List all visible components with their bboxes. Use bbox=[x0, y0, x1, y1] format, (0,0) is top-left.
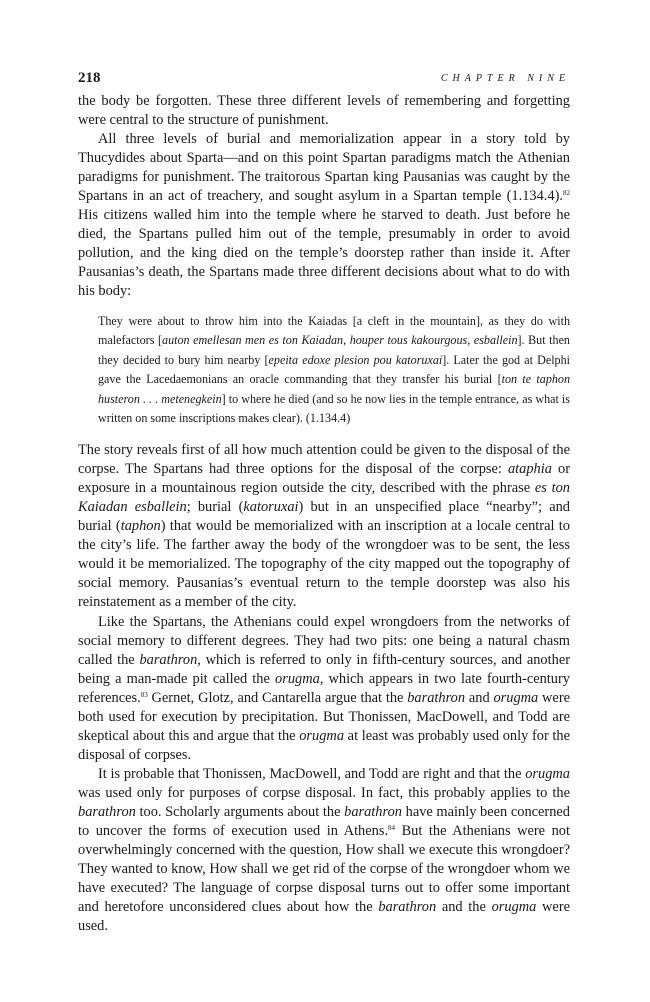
text-run: But the Athenians were not overwhelmingly concerned with the question, How shall we execute this wrongdoer? They wanted to know, How shall we get rid of the corpse of the wrongdoer whom we have executed? The language of corpse disposal turns out to offer some important and heretofore unconsidered clues about how the bbox=[78, 823, 570, 916]
text-run: They were about to throw him into the Kaiadas [a cleft in the mountain], as they do with malefactors [ bbox=[98, 313, 570, 348]
body-paragraph bbox=[78, 130, 570, 301]
text-run: and the bbox=[436, 899, 492, 916]
text-run: ) but in an unspecified place “nearby”; and burial ( bbox=[78, 499, 570, 535]
block-quote bbox=[78, 312, 570, 430]
body-paragraph bbox=[78, 765, 570, 936]
body-paragraph bbox=[78, 441, 570, 612]
italic-term: taphon bbox=[120, 518, 161, 535]
text-run: and bbox=[465, 689, 494, 706]
text-run: the body be forgotten. These three different levels of remembering and forgetting were central to the structure of punishment. bbox=[78, 93, 570, 129]
italic-term: orugma bbox=[299, 727, 345, 744]
text-run: The story reveals first of all how much attention could be given to the disposal of the corpse. The Spartans had three options for the disposal of the corpse: bbox=[78, 442, 570, 478]
text-run: It is probable that Thonissen, MacDowell, and Todd are right and that the bbox=[98, 765, 526, 782]
italic-term: barathron bbox=[78, 803, 136, 820]
text-run: ; burial ( bbox=[186, 499, 244, 516]
text-run: were used. bbox=[78, 899, 571, 935]
text-run: were both used for execution by precipitation. But Thonissen, MacDowell, and Todd are skeptical about this and argue that the bbox=[78, 689, 570, 744]
text-run: Gernet, Glotz, and Cantarella argue that the bbox=[147, 689, 408, 706]
italic-term: orugma bbox=[493, 689, 539, 706]
italic-term: orugma bbox=[491, 899, 537, 916]
text-run: All three levels of burial and memorialization appear in a story told by Thucydides about Sparta—and on this point Spartan paradigms match the Athenian paradigms for punishment. The traitorous Spartan king Pausanias was caught by the Spartans in an act of treachery, and sought asylum in a Spartan temple (1.134.4). bbox=[78, 131, 570, 205]
chapter-title: CHAPTER NINE bbox=[440, 73, 570, 84]
text-run: ]. But then they decided to bury him nearby [ bbox=[98, 333, 570, 367]
running-header bbox=[78, 70, 570, 92]
italic-term: katoruxai bbox=[243, 499, 299, 516]
text-run: Like the Spartans, the Athenians could expel wrongdoers from the networks of social memory to different degrees. They had two pits: one being a natural chasm called the bbox=[78, 613, 570, 668]
italic-term: barathron bbox=[344, 803, 402, 820]
text-run: was used only for purposes of corpse disposal. In fact, this probably applies to the bbox=[78, 784, 570, 801]
text-run: , which appears in two late fourth-century references. bbox=[78, 670, 570, 706]
quote-paragraph bbox=[98, 312, 570, 430]
text-run: ) that would be memorialized with an inscription at a locale central to the city’s life. The farther away the body of the wrongdoer was to be sent, the less would it be memorialized. The topography of the city mapped out the topography of social memory. Pausanias’s eventual return to the temple doorstep was also his reinstatement as a member of the city. bbox=[78, 518, 570, 611]
italic-term: barathron bbox=[407, 689, 466, 706]
italic-term: ataphia bbox=[507, 461, 552, 478]
italic-term: orugma bbox=[275, 670, 320, 687]
text-run: His citizens walled him into the temple where he starved to death. Just before he died, the Spartans pulled him out of the temple, presumably in order to avoid pollution, and the king died on the temple’s doorstep rather than inside it. After Pausanias’s death, the Spartans made three different decisions about what to do with his body: bbox=[78, 207, 570, 300]
footnote-ref: 83 bbox=[140, 690, 148, 699]
text-run: at least was probably used only for the disposal of corpses. bbox=[78, 727, 570, 763]
body-paragraph bbox=[78, 92, 570, 130]
italic-term: es ton Kaiadan esballein bbox=[78, 480, 570, 516]
text-run: ]. Later the god at Delphi gave the Lacedaemonians an oracle commanding that they transfer his burial [ bbox=[98, 352, 571, 387]
text-run: ] to where he died (and so he now lies in the temple entrance, as what is written on some inscriptions makes clear). (1.134.4) bbox=[98, 391, 570, 426]
footnote-ref: 84 bbox=[388, 824, 396, 833]
body-paragraph bbox=[78, 613, 570, 765]
italic-term: barathron bbox=[378, 899, 437, 916]
italic-term: ton te taphon husteron . . . metenegkein bbox=[98, 372, 571, 406]
italic-term: barathron bbox=[139, 651, 198, 668]
italic-term: auton emellesan men es ton Kaiadan, houper tous kakourgous, esballein bbox=[162, 333, 518, 348]
page-number: 218 bbox=[78, 70, 101, 86]
text-body bbox=[78, 92, 570, 936]
text-run: too. Scholarly arguments about the bbox=[135, 803, 345, 820]
italic-term: orugma bbox=[525, 765, 570, 782]
text-run: , which is referred to only in fifth-century sources, and another being a man-made pit called the bbox=[78, 651, 570, 687]
text-run: have mainly been concerned to uncover the forms of execution used in Athens. bbox=[78, 803, 570, 840]
footnote-ref: 82 bbox=[563, 189, 570, 198]
italic-term: epeita edoxe plesion pou katoruxai bbox=[268, 352, 443, 367]
book-page bbox=[78, 70, 570, 936]
text-run: or exposure in a mountainous region outside the city, described with the phrase bbox=[78, 461, 570, 497]
